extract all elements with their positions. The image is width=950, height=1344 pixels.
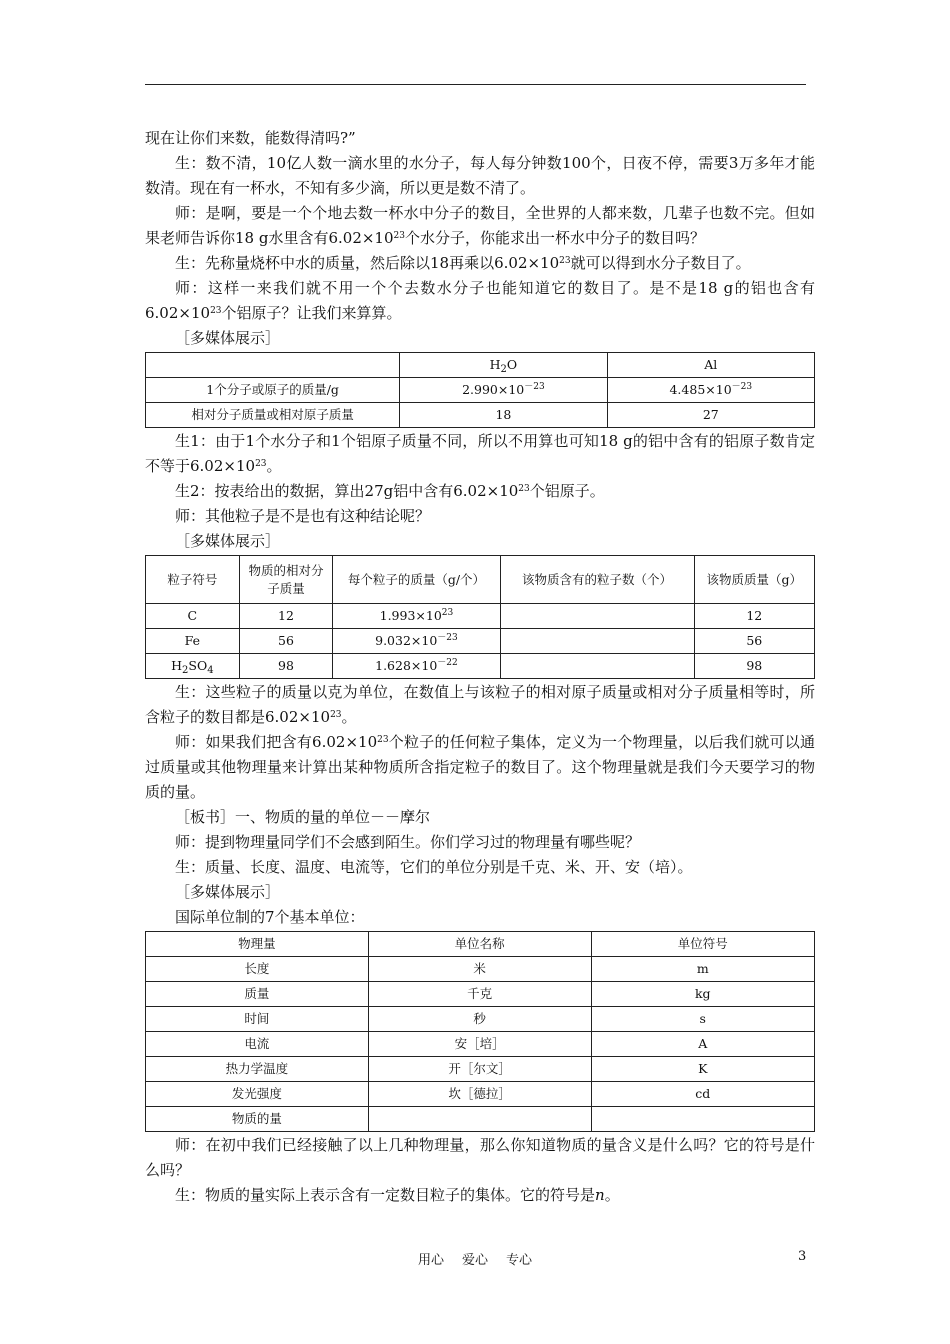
table-caption: 国际单位制的7个基本单位： [175,908,365,926]
particle-table [145,555,815,679]
document-body [145,126,815,1208]
board-note: ［板书］一、物质的量的单位－－摩尔 [175,808,431,826]
paragraph: 生：物质的量实际上表示含有一定数目粒子的集体。它的符号是n。 [175,1186,620,1204]
paragraph: 师：是啊，要是一个个地去数一杯水中分子的数目，全世界的人都来数，几辈子也数不完。但如果老师告诉你18 g水里含有$6.02\times 10^{23}$个水分子，你能求出一杯水中分子的数目吗？ [145,204,815,247]
table-row: 物质的量 [146,1107,815,1132]
media-label: ［多媒体展示］ [175,883,281,901]
table-row: 热力学温度 开［尔文］ K [146,1057,815,1082]
paragraph: 师：提到物理量同学们不会感到陌生。你们学习过的物理量有哪些呢？ [175,833,641,851]
table-row: 发光强度 坎［德拉］ cd [146,1082,815,1107]
header-rule [145,84,806,85]
paragraph: 生1：由于1个水分子和1个铝原子质量不同，所以不用算也可知18 g的铝中含有的铝原子数肯定不等于$6.02\times 10^{23}$。 [145,432,815,475]
table-header-row: 粒子符号 物质的相对分子质量 每个粒子的质量（g/个） 该物质含有的粒子数（个） 该物质质量（g） [146,556,815,604]
paragraph: 生：数不清，10亿人数一滴水里的水分子，每人每分钟数100个，日夜不停，需要3万多年才能数清。现在有一杯水，不知有多少滴，所以更是数不清了。 [145,154,815,197]
mass-comparison-table [145,352,815,428]
paragraph: 生：这些粒子的质量以克为单位，在数值上与该粒子的相对原子质量或相对分子质量相等时，所含粒子的数目都是$6.02\times 10^{23}$。 [145,683,815,726]
paragraph: 生：质量、长度、温度、电流等，它们的单位分别是千克、米、开、安（培）。 [175,858,693,876]
table-row: C 12 $1.993\times 10^{23}$ 12 [146,604,815,629]
media-label: ［多媒体展示］ [175,329,281,347]
paragraph: 生：先称量烧杯中水的质量，然后除以18再乘以$6.02\times 10^{23}$就可以得到水分子数目了。 [175,254,751,272]
table-row: 电流 安［培］ A [146,1032,815,1057]
paragraph: 师：如果我们把含有$6.02\times 10^{23}$个粒子的任何粒子集体，定义为一个物理量，以后我们就可以通过质量或其他物理量来计算出某种物质所含指定粒子的数目了。这个物理量就是我们今天要学习的物质的量。 [145,733,815,801]
page-number: 3 [798,1249,807,1264]
table-row: 质量 千克 kg [146,982,815,1007]
paragraph: 师：这样一来我们就不用一个个去数水分子也能知道它的数目了。是不是18 g的铝也含有$6.02\times 10^{23}$个铝原子？让我们来算算。 [145,279,815,322]
table-row: $H_2O$ Al [146,353,815,378]
paragraph: 现在让你们来数，能数得清吗?” [145,129,356,147]
table-row: 长度 米 m [146,957,815,982]
table-row: 1个分子或原子的质量/g $2.990\times 10^{-23}$ $4.485\times 10^{-23}$ [146,378,815,403]
table-row: 时间 秒 s [146,1007,815,1032]
table-header-row: 物理量 单位名称 单位符号 [146,932,815,957]
media-label: ［多媒体展示］ [175,532,281,550]
table-row: Fe 56 $9.032\times 10^{-23}$ 56 [146,629,815,654]
paragraph: 师：在初中我们已经接触了以上几种物理量，那么你知道物质的量含义是什么吗？它的符号是什么吗？ [145,1136,815,1179]
footer-motto: 用心 爱心 专心 [417,1253,533,1268]
paragraph: 生2：按表给出的数据，算出27g铝中含有$6.02\times 10^{23}$个铝原子。 [175,482,605,500]
table-row: 相对分子质量或相对原子质量 18 27 [146,403,815,428]
table-row: $H_2SO_4$ 98 $1.628\times 10^{-22}$ 98 [146,654,815,679]
paragraph: 师：其他粒子是不是也有这种结论呢？ [175,507,431,525]
si-units-table [145,931,815,1132]
